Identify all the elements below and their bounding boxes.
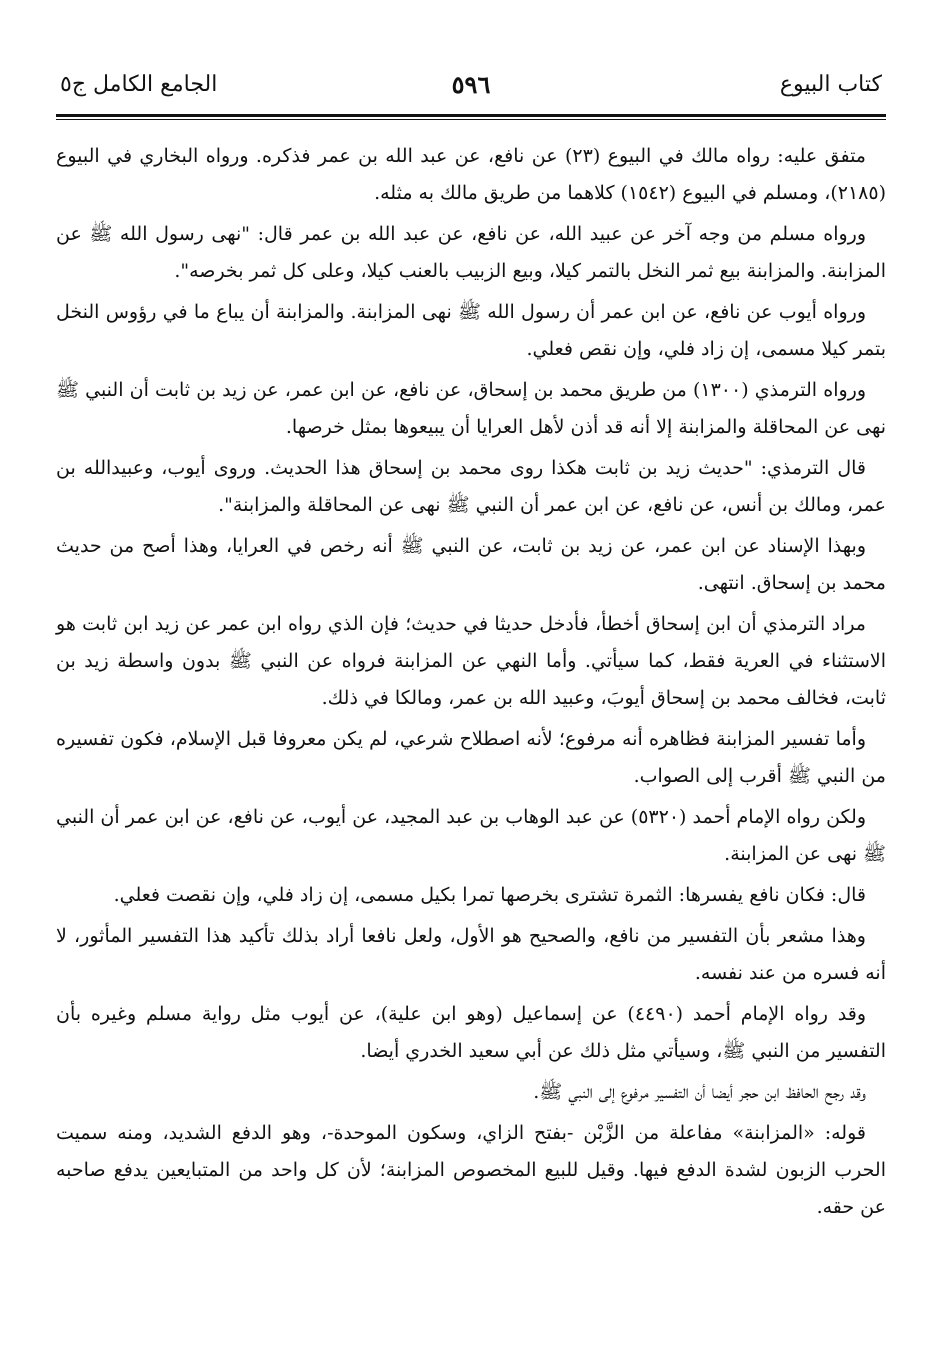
header-rule-thin [56,119,886,120]
paragraph: ورواه الترمذي (١٣٠٠) من طريق محمد بن إسحاق، عن نافع، عن ابن عمر، عن زيد بن ثابت أن النبي ﷺ نهى عن المحاقلة والمزابنة إلا أنه قد أذن لأهل العرايا أن يبيعوها بمثل خرصها. [56,379,886,438]
page-number: ٥٩٦ [451,70,491,99]
paragraph: قوله: «المزابنة» مفاعلة من الزَّبْن -بفتح الزاي، وسكون الموحدة-، وهو الدفع الشديد، ومنه سميت الحرب الزبون لشدة الدفع فيها. وقيل للبيع المخصوص المزابنة؛ لأن كل واحد من المتبايعين يدفع صاحبه عن حقه. [56,1122,886,1218]
paragraph: ولكن رواه الإمام أحمد (٥٣٢٠) عن عبد الوهاب بن عبد المجيد، عن أيوب، عن نافع، عن ابن عمر أن النبي ﷺ نهى عن المزابنة. [56,806,886,865]
paragraph: ورواه أيوب عن نافع، عن ابن عمر أن رسول الله ﷺ نهى المزابنة. والمزابنة أن يباع ما في رؤوس النخل بتمر كيلا مسمى، إن زاد فلي، وإن نقص فعلي. [56,301,886,360]
header-rule [56,114,886,117]
paragraph: وهذا مشعر بأن التفسير من نافع، والصحيح هو الأول، ولعل نافعا أراد بذلك تأكيد هذا التفسير المأثور، لا أنه فسره من عند نفسه. [56,925,886,984]
paragraph: مراد الترمذي أن ابن إسحاق أخطأ، فأدخل حديثا في حديث؛ فإن الذي رواه ابن عمر عن زيد ابن ثابت هو الاستثناء في العرية فقط، كما سيأتي. وأما النهي عن المزابنة فرواه عن النبي ﷺ بدون واسطة زيد بن ثابت، فخالف محمد بن إسحاق أيوبَ، وعبيد الله بن عمر، ومالكا في ذلك. [56,613,886,709]
paragraph: قال الترمذي: "حديث زيد بن ثابت هكذا روى محمد بن إسحاق هذا الحديث. وروى أيوب، وعبيدالله بن عمر، ومالك بن أنس، عن نافع، عن ابن عمر أن النبي ﷺ نهى عن المحاقلة والمزابنة". [56,457,886,516]
body-text [56,138,886,1226]
paragraph: وقد رواه الإمام أحمد (٤٤٩٠) عن إسماعيل (وهو ابن علية)، عن أيوب مثل رواية مسلم وغيره بأن التفسير من النبي ﷺ، وسيأتي مثل ذلك عن أبي سعيد الخدري أيضا. [56,1003,886,1062]
book-title: كتاب البيوع [779,72,882,97]
running-header [56,62,886,106]
paragraph: قال: فكان نافع يفسرها: الثمرة تشترى بخرصها تمرا بكيل مسمى، إن زاد فلي، وإن نقصت فعلي. [113,884,866,906]
paragraph: متفق عليه: رواه مالك في البيوع (٢٣) عن نافع، عن عبد الله بن عمر فذكره. ورواه البخاري في البيوع (٢١٨٥)، ومسلم في البيوع (١٥٤٢) كلاهما من طريق مالك به مثله. [56,145,886,204]
document-page [56,62,886,1352]
paragraph: وأما تفسير المزابنة فظاهره أنه مرفوع؛ لأنه اصطلاح شرعي، لم يكن معروفا قبل الإسلام، فكون تفسيره من النبي ﷺ أقرب إلى الصواب. [56,728,886,787]
paragraph: وقد رجح الحافظ ابن حجر أيضا أن التفسير مرفوع إلى النبي ﷺ. [533,1081,866,1103]
paragraph: وبهذا الإسناد عن ابن عمر، عن زيد بن ثابت، عن النبي ﷺ أنه رخص في العرايا، وهذا أصح من حديث محمد بن إسحاق. انتهى. [56,535,886,594]
paragraph: ورواه مسلم من وجه آخر عن عبيد الله، عن نافع، عن عبد الله بن عمر قال: "نهى رسول الله ﷺ عن المزابنة. والمزابنة بيع ثمر النخل بالتمر كيلا، وبيع الزبيب بالعنب كيلا، وعلى كل ثمر بخرصه". [56,223,886,282]
work-title: الجامع الكامل ج٥ [60,72,218,97]
